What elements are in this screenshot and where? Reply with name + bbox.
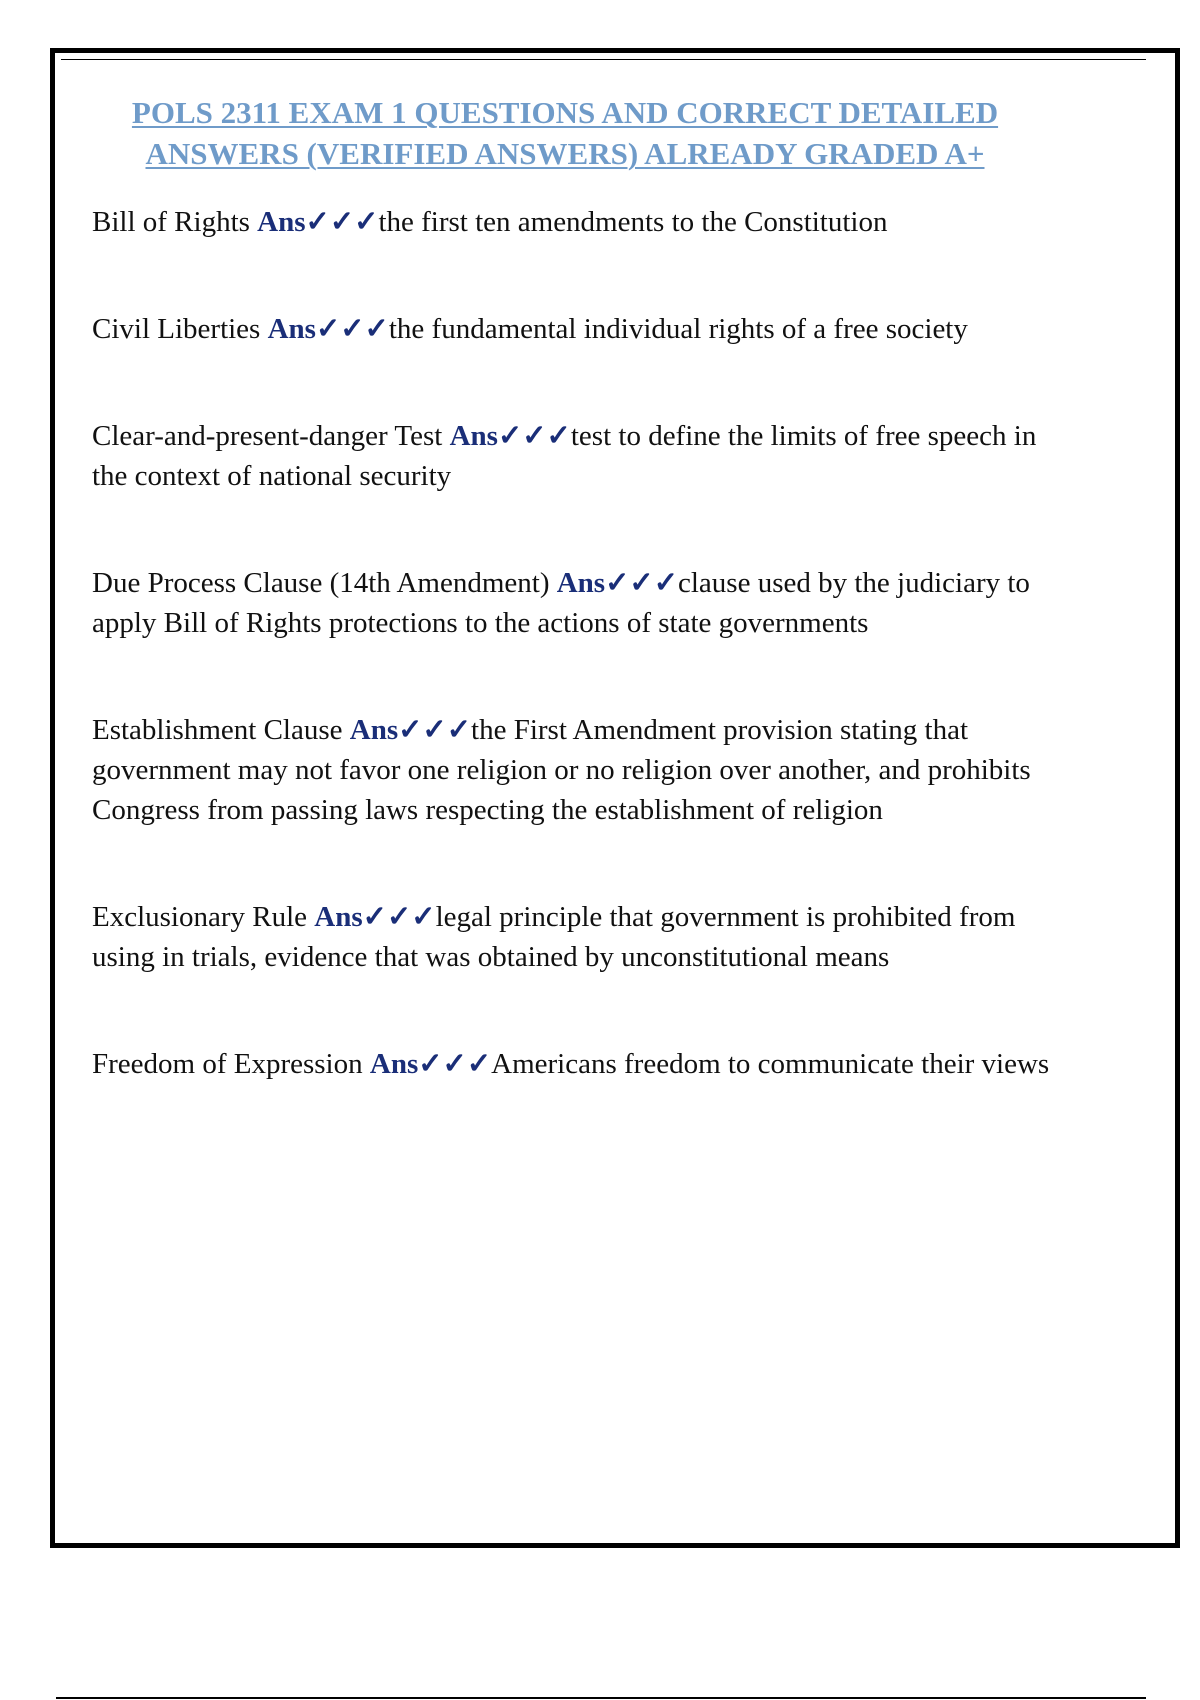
qa-list — [92, 202, 1077, 1084]
entry-term: Establishment Clause — [92, 714, 350, 746]
entry-definition: clause used by the judiciary to apply Bill of Rights protections to the actions of state governments — [92, 567, 1030, 639]
qa-entry-due-process-clause — [92, 563, 1077, 643]
answer-marker: Ans✓✓✓ — [267, 313, 389, 345]
answer-marker: Ans✓✓✓ — [369, 1048, 492, 1080]
entry-term: Freedom of Expression — [92, 1048, 370, 1080]
answer-marker: Ans✓✓✓ — [556, 567, 678, 599]
entry-definition: the first ten amendments to the Constitution — [378, 206, 888, 238]
entry-term: Clear-and-present-danger Test — [92, 420, 450, 452]
next-page-rule — [56, 1697, 1146, 1699]
document-title: POLS 2311 EXAM 1 QUESTIONS AND CORRECT DETAILED ANSWERS (VERIFIED ANSWERS) ALREADY GRADED A+ — [131, 95, 999, 171]
entry-term: Civil Liberties — [92, 313, 268, 345]
answer-marker: Ans✓✓✓ — [257, 206, 379, 238]
answer-marker: Ans✓✓✓ — [314, 901, 436, 933]
entry-definition: Americans freedom to communicate their views — [491, 1048, 1050, 1080]
answer-marker: Ans✓✓✓ — [449, 420, 571, 452]
qa-entry-freedom-of-expression — [92, 1044, 1077, 1084]
entry-term: Bill of Rights — [92, 206, 258, 238]
entry-definition: test to define the limits of free speech in the context of national security — [92, 420, 1037, 492]
entry-definition: the fundamental individual rights of a free society — [388, 313, 968, 345]
qa-entry-exclusionary-rule — [92, 897, 1077, 977]
qa-entry-bill-of-rights — [92, 202, 1077, 242]
qa-entry-civil-liberties — [92, 309, 1077, 349]
entry-definition: legal principle that government is prohibited from using in trials, evidence that was obtained by unconstitutional means — [92, 901, 1016, 973]
qa-entry-clear-and-present-danger — [92, 416, 1077, 496]
entry-definition: the First Amendment provision stating that government may not favor one religion or no religion over another, and prohibits Congress from passing laws respecting the establishment of religion — [92, 714, 1031, 826]
top-rule — [61, 59, 1146, 60]
qa-entry-establishment-clause — [92, 710, 1077, 830]
entry-term: Due Process Clause (14th Amendment) — [92, 567, 557, 599]
entry-term: Exclusionary Rule — [92, 901, 315, 933]
answer-marker: Ans✓✓✓ — [349, 714, 472, 746]
